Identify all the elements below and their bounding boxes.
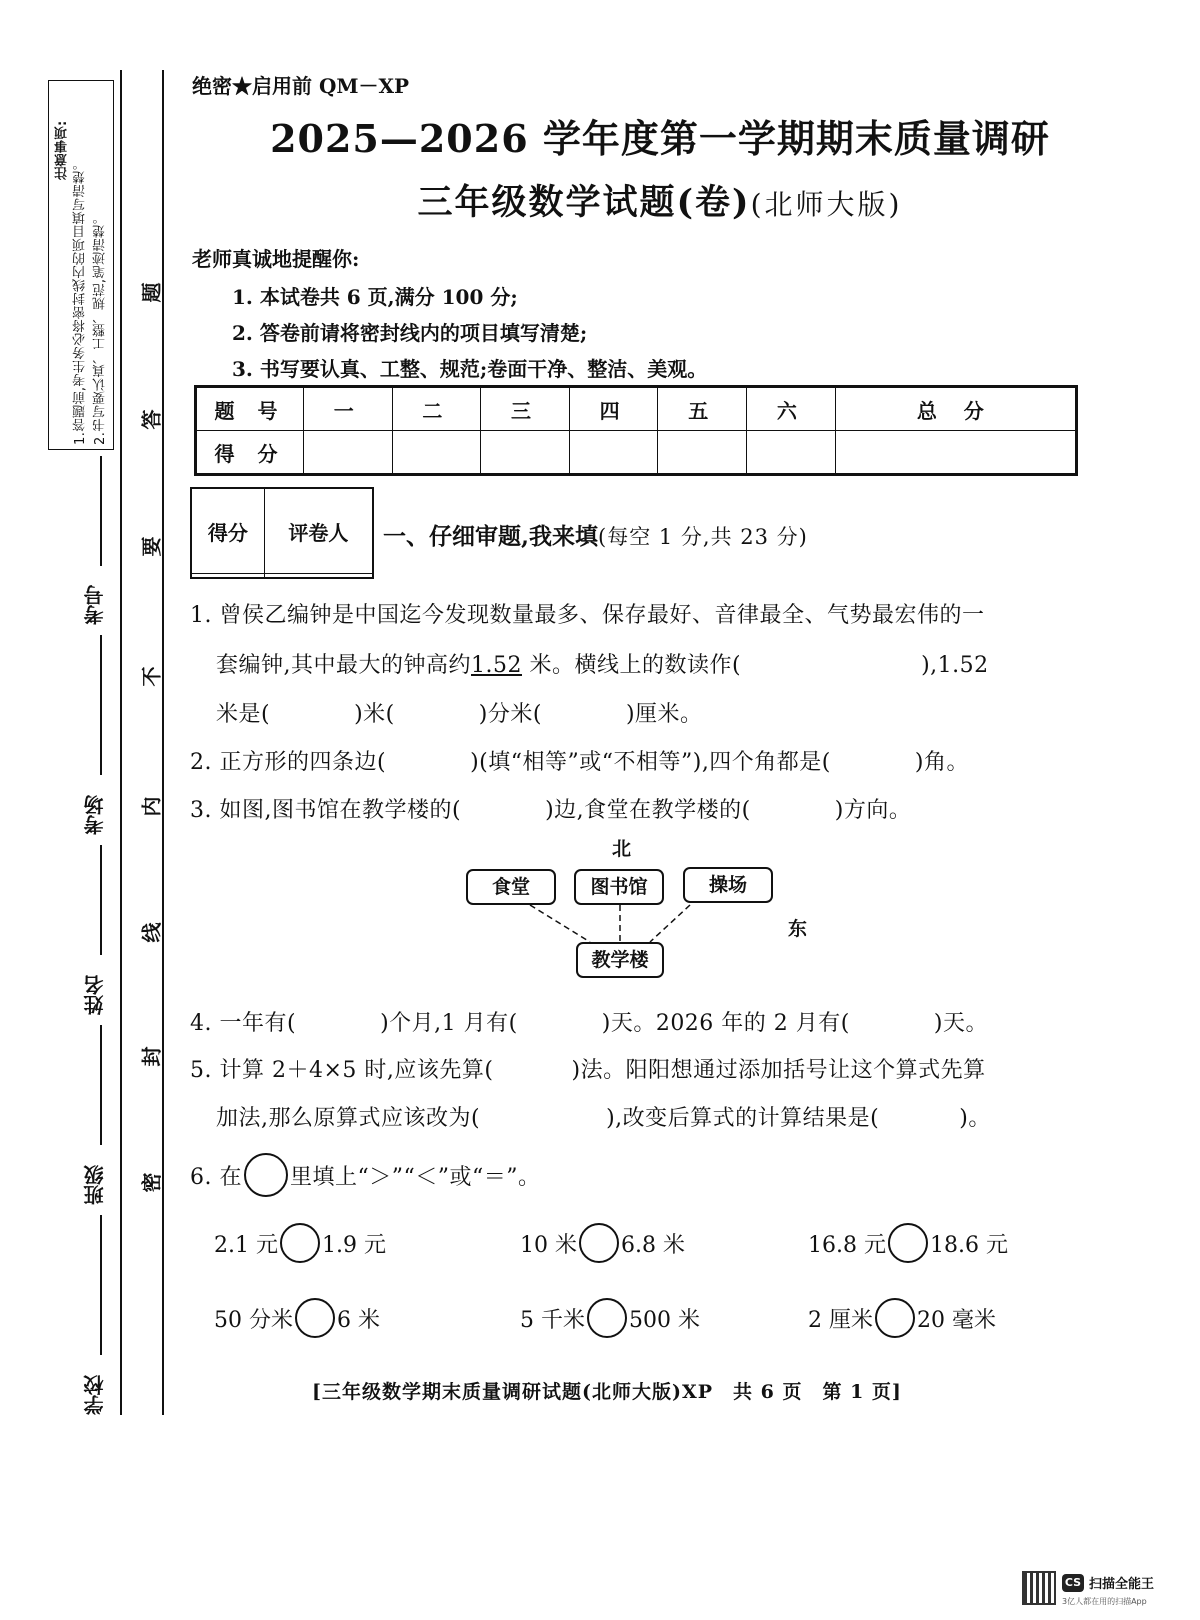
notice-box [48, 80, 114, 450]
scanner-logo-icon: CS [1062, 1574, 1084, 1592]
grader-score-label: 得分 [191, 488, 264, 574]
notice-title: 注意事项: [55, 120, 70, 180]
class-label: 班级 [83, 1165, 107, 1205]
school-label: 学校 [83, 1375, 107, 1415]
exam-room-label: 考场 [83, 795, 107, 835]
compare-item-3 [808, 1223, 1008, 1263]
section-1-title-wrap [383, 518, 808, 551]
q6-b: 里填上“＞”“＜”或“＝”。 [289, 1164, 541, 1190]
q1-line3-c: )分米( [478, 702, 542, 727]
q6-a: 6. 在 [190, 1164, 242, 1190]
score-table-score-row [196, 431, 1077, 475]
compare-4-right: 6 米 [337, 1307, 380, 1333]
exam-title: 2025—2026 学年度第一学期期末质量调研 [270, 116, 1050, 161]
q3-b: )边,食堂在教学楼的( [545, 798, 751, 823]
score-cell-6[interactable] [747, 431, 836, 475]
score-col-3: 三 [481, 387, 570, 431]
score-cell-1[interactable] [304, 431, 393, 475]
section-1-note: (每空 1 分,共 23 分) [598, 525, 808, 549]
name-label: 姓名 [83, 975, 107, 1015]
path-playground [650, 905, 690, 942]
q6-instructions [190, 1153, 540, 1197]
notice-line-1: 1.答题前,考生务必将密封线内的项目填写清楚。 [73, 156, 88, 445]
path-canteen [530, 905, 590, 942]
grader-score-cell[interactable] [191, 574, 264, 578]
q4 [190, 1006, 988, 1037]
teacher-reminder: 老师真诚地提醒你: [192, 247, 360, 271]
score-cell-5[interactable] [658, 431, 747, 475]
score-col-5: 五 [658, 387, 747, 431]
score-col-2: 二 [392, 387, 481, 431]
compare-6-circle[interactable] [875, 1298, 915, 1338]
seal-char-1: 题 [139, 282, 164, 303]
class-line[interactable] [100, 1025, 102, 1145]
library-box: 图书馆 [574, 869, 664, 905]
q3-a: 3. 如图,图书馆在教学楼的( [190, 798, 462, 823]
compare-5-circle[interactable] [587, 1298, 627, 1338]
compare-5-left: 5 千米 [520, 1307, 585, 1333]
seal-char-5: 内 [139, 796, 164, 817]
compare-3-left: 16.8 元 [808, 1232, 886, 1258]
q2-b: )(填“相等”或“不相等”),四个角都是( [470, 750, 831, 775]
grader-name-cell[interactable] [264, 574, 373, 578]
q1-line3-d: )厘米。 [625, 702, 703, 727]
compare-1-left: 2.1 元 [214, 1232, 278, 1258]
scanner-tagline: 3亿人都在用的扫描App [1062, 1597, 1147, 1606]
q3 [190, 793, 911, 824]
scanner-app-name: 扫描全能王 [1089, 1577, 1155, 1592]
compare-2-left: 10 米 [520, 1232, 577, 1258]
compare-item-6 [808, 1298, 996, 1338]
compare-4-circle[interactable] [295, 1298, 335, 1338]
score-cell-4[interactable] [569, 431, 658, 475]
score-cell-total[interactable] [835, 431, 1076, 475]
compare-2-circle[interactable] [579, 1223, 619, 1263]
compare-5-right: 500 米 [629, 1307, 700, 1333]
exam-number-label: 考号 [83, 585, 107, 625]
exam-room-line[interactable] [100, 635, 102, 775]
canteen-box: 食堂 [466, 869, 556, 905]
section-1-title: 一、仔细审题,我来填 [383, 523, 599, 550]
east-label: 东 [788, 918, 808, 940]
compare-item-4 [214, 1298, 380, 1338]
seal-char-3: 要 [139, 536, 164, 557]
grader-table [190, 487, 374, 579]
compare-1-circle[interactable] [280, 1223, 320, 1263]
compare-item-1 [214, 1223, 386, 1263]
q5-line-2 [216, 1101, 991, 1132]
score-cell-3[interactable] [481, 431, 570, 475]
compare-item-5 [520, 1298, 700, 1338]
exam-subtitle: 三年级数学试题(卷) [417, 182, 751, 223]
q3-c: )方向。 [834, 798, 912, 823]
rule-3: 3. 书写要认真、工整、规范;卷面干净、整洁、美观。 [232, 357, 708, 381]
score-cell-2[interactable] [392, 431, 481, 475]
exam-number-line[interactable] [100, 456, 102, 566]
score-table-row2-label: 得 分 [196, 431, 304, 475]
rule-1: 1. 本试卷共 6 页,满分 100 分; [232, 285, 518, 309]
seal-char-7: 封 [139, 1046, 164, 1067]
q5-line2-a: 加法,那么原算式应该改为( [216, 1106, 481, 1131]
grader-name-label: 评卷人 [264, 488, 373, 574]
playground-box: 操场 [683, 867, 773, 903]
score-table-row1-label: 题 号 [196, 387, 304, 431]
q5-line-1 [190, 1053, 986, 1084]
score-col-1: 一 [304, 387, 393, 431]
name-line[interactable] [100, 845, 102, 955]
q1-line-2 [216, 648, 989, 679]
binding-line-outer [120, 70, 122, 1415]
q1-line2-b: 米。横线上的数读作( [521, 653, 742, 678]
score-table-header-row [196, 387, 1077, 431]
seal-char-2: 答 [139, 409, 164, 430]
compare-2-right: 6.8 米 [621, 1232, 685, 1258]
score-col-4: 四 [569, 387, 658, 431]
seal-char-4: 不 [139, 666, 164, 687]
q5-line1-a: 5. 计算 2＋4×5 时,应该先算( [190, 1058, 494, 1083]
q2-c: )角。 [914, 750, 969, 775]
q5-line2-b: ),改变后算式的计算结果是( [606, 1106, 880, 1131]
compare-3-right: 18.6 元 [929, 1232, 1008, 1258]
q4-c: )天。2026 年的 2 月有( [601, 1011, 850, 1036]
q2 [190, 745, 969, 776]
q2-a: 2. 正方形的四条边( [190, 750, 387, 775]
seal-char-6: 线 [139, 922, 164, 943]
q4-b: )个月,1 月有( [380, 1011, 518, 1036]
compare-6-left: 2 厘米 [808, 1307, 873, 1333]
q1-line-1: 1. 曾侯乙编钟是中国迄今发现数量最多、保存最好、音律最全、气势最宏伟的一 [190, 603, 985, 628]
rule-2: 2. 答卷前请将密封线内的项目填写清楚; [232, 321, 588, 345]
compare-6-right: 20 毫米 [917, 1307, 996, 1333]
q1-line2-a: 套编钟,其中最大的钟高约 [216, 653, 471, 678]
q6-example-circle [244, 1153, 288, 1197]
score-table [194, 385, 1078, 476]
binding-line-inner [162, 70, 164, 1415]
q5-line1-b: )法。阳阳想通过添加括号让这个算式先算 [571, 1058, 986, 1083]
page-footer: [三年级数学期末质量调研试题(北师大版)XP 共 6 页 第 1 页] [312, 1381, 902, 1403]
north-label: 北 [612, 838, 632, 860]
compare-item-2 [520, 1223, 685, 1263]
q1-line-3 [216, 697, 703, 728]
secret-label: 绝密★启用前 QM－XP [192, 74, 410, 98]
q1-line3-a: 米是( [216, 702, 271, 727]
q1-underlined-number: 1.52 [471, 653, 522, 678]
q4-a: 4. 一年有( [190, 1011, 297, 1036]
notice-line-2: 2.书写要认真、工整、规范,笔迹清楚。 [93, 210, 108, 445]
compare-1-right: 1.9 元 [321, 1232, 386, 1258]
q4-d: )天。 [933, 1011, 988, 1036]
exam-edition: (北师大版) [750, 188, 903, 221]
score-col-6: 六 [747, 387, 836, 431]
exam-subtitle-wrap [190, 175, 1130, 225]
seal-char-8: 密 [139, 1172, 164, 1193]
compare-3-circle[interactable] [888, 1223, 928, 1263]
q5-line2-c: )。 [959, 1106, 991, 1131]
qr-code-icon [1022, 1571, 1056, 1605]
school-line[interactable] [100, 1215, 102, 1355]
q1-line2-c: ),1.52 [921, 653, 989, 678]
teaching-building-box: 教学楼 [576, 942, 664, 978]
q1-line3-b: )米( [354, 702, 395, 727]
score-col-total: 总 分 [835, 387, 1076, 431]
compare-4-left: 50 分米 [214, 1307, 293, 1333]
